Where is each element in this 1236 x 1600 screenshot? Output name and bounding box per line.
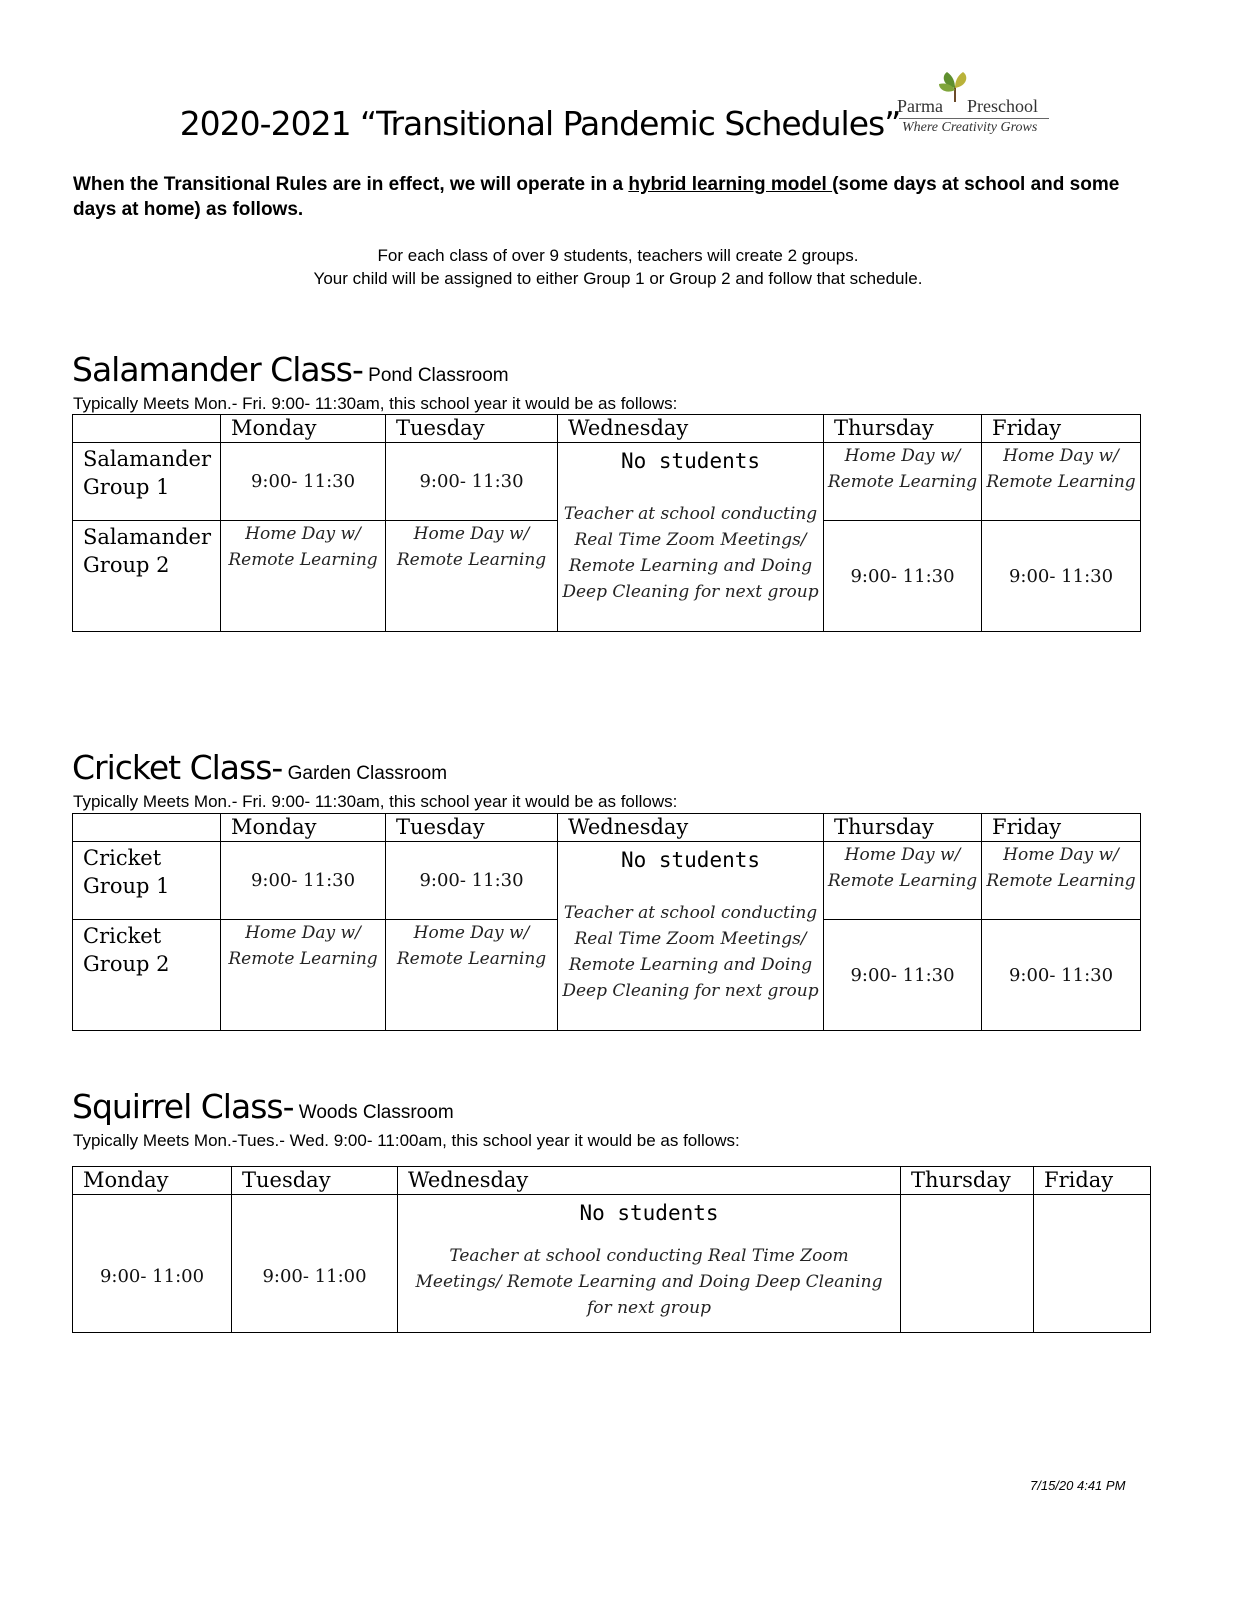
col-header-thursday: Thursday bbox=[824, 415, 982, 443]
group-2-label: Cricket Group 2 bbox=[73, 920, 221, 1031]
friday-empty-cell bbox=[1034, 1195, 1151, 1333]
col-header-monday: Monday bbox=[221, 814, 386, 842]
thu-time: 9:00- 11:30 bbox=[824, 521, 982, 632]
logo-divider bbox=[899, 118, 1049, 119]
col-header-thursday: Thursday bbox=[901, 1167, 1034, 1195]
corner-cell bbox=[73, 814, 221, 842]
group-2-label: Salamander Group 2 bbox=[73, 521, 221, 632]
thu-home-day: Home Day w/ Remote Learning bbox=[824, 443, 982, 521]
cricket-room: Garden Classroom bbox=[282, 763, 448, 784]
salamander-meets: Typically Meets Mon.- Fri. 9:00- 11:30am, this school year it would be as follows: bbox=[73, 394, 678, 413]
note-line-1: For each class of over 9 students, teachers will create 2 groups. bbox=[377, 246, 859, 265]
wednesday-cell bbox=[398, 1195, 901, 1333]
intro-part1: When the Transitional Rules are in effect, we will operate in a bbox=[73, 174, 629, 195]
col-header-friday: Friday bbox=[982, 814, 1141, 842]
cricket-meets: Typically Meets Mon.- Fri. 9:00- 11:30am, this school year it would be as follows: bbox=[73, 792, 678, 811]
squirrel-schedule-table bbox=[72, 1166, 1151, 1333]
wednesday-description: Teacher at school conducting Real Time Zoom Meetings/ Remote Learning and Doing Deep Cleaning for next group bbox=[562, 903, 819, 1001]
table-row bbox=[73, 842, 1141, 920]
cricket-schedule-table bbox=[72, 813, 1141, 1031]
note-line-2: Your child will be assigned to either Group 1 or Group 2 and follow that schedule. bbox=[313, 269, 923, 288]
col-header-friday: Friday bbox=[1034, 1167, 1151, 1195]
page-title: 2020-2021 “Transitional Pandemic Schedules” bbox=[179, 104, 901, 143]
fri-time: 9:00- 11:30 bbox=[982, 521, 1141, 632]
col-header-monday: Monday bbox=[221, 415, 386, 443]
no-students-label: No students bbox=[620, 848, 761, 872]
col-header-tuesday: Tuesday bbox=[232, 1167, 398, 1195]
table-header-row bbox=[73, 415, 1141, 443]
logo-name-right: Preschool bbox=[966, 96, 1038, 116]
thu-time: 9:00- 11:30 bbox=[824, 920, 982, 1031]
tue-time: 9:00- 11:30 bbox=[386, 443, 558, 521]
wednesday-cell bbox=[558, 842, 824, 1031]
col-header-wednesday: Wednesday bbox=[558, 415, 824, 443]
squirrel-heading bbox=[72, 1087, 454, 1126]
group-1-label: Salamander Group 1 bbox=[73, 443, 221, 521]
intro-part2: (some days at school and some days at home) as follows. bbox=[73, 174, 1120, 220]
col-header-friday: Friday bbox=[982, 415, 1141, 443]
tue-time: 9:00- 11:30 bbox=[386, 842, 558, 920]
mon-time: 9:00- 11:30 bbox=[221, 443, 386, 521]
table-row bbox=[73, 443, 1141, 521]
no-students-label: No students bbox=[620, 449, 761, 473]
intro-paragraph bbox=[73, 172, 1163, 222]
group-note bbox=[0, 244, 1236, 290]
thursday-empty-cell bbox=[901, 1195, 1034, 1333]
mon-time: 9:00- 11:00 bbox=[73, 1195, 232, 1333]
tue-home-day: Home Day w/ Remote Learning bbox=[386, 521, 558, 632]
cricket-heading bbox=[72, 748, 447, 787]
hybrid-model-text: hybrid learning model bbox=[628, 174, 833, 195]
cricket-class-name: Cricket Class- bbox=[72, 748, 283, 787]
wednesday-description: Teacher at school conducting Real Time Zoom Meetings/ Remote Learning and Doing Deep Cleaning for next group bbox=[562, 504, 819, 602]
col-header-monday: Monday bbox=[73, 1167, 232, 1195]
table-header-row bbox=[73, 814, 1141, 842]
fri-time: 9:00- 11:30 bbox=[982, 920, 1141, 1031]
tue-time: 9:00- 11:00 bbox=[232, 1195, 398, 1333]
wednesday-description: Teacher at school conducting Real Time Zoom Meetings/ Remote Learning and Doing Deep Cleaning for next group bbox=[415, 1246, 883, 1318]
col-header-tuesday: Tuesday bbox=[386, 415, 558, 443]
fri-home-day: Home Day w/ Remote Learning bbox=[982, 842, 1141, 920]
col-header-thursday: Thursday bbox=[824, 814, 982, 842]
salamander-schedule-table bbox=[72, 414, 1141, 632]
salamander-class-name: Salamander Class- bbox=[72, 350, 363, 389]
corner-cell bbox=[73, 415, 221, 443]
salamander-room: Pond Classroom bbox=[362, 365, 509, 386]
col-header-wednesday: Wednesday bbox=[398, 1167, 901, 1195]
tue-home-day: Home Day w/ Remote Learning bbox=[386, 920, 558, 1031]
mon-home-day: Home Day w/ Remote Learning bbox=[221, 521, 386, 632]
col-header-tuesday: Tuesday bbox=[386, 814, 558, 842]
col-header-wednesday: Wednesday bbox=[558, 814, 824, 842]
parma-preschool-logo bbox=[897, 70, 1057, 140]
print-timestamp: 7/15/20 4:41 PM bbox=[1030, 1478, 1126, 1493]
group-1-label: Cricket Group 1 bbox=[73, 842, 221, 920]
squirrel-meets: Typically Meets Mon.-Tues.- Wed. 9:00- 11:00am, this school year it would be as follows: bbox=[73, 1131, 740, 1150]
table-row bbox=[73, 1195, 1151, 1333]
logo-name-left: Parma bbox=[897, 96, 943, 116]
logo-tagline: Where Creativity Grows bbox=[902, 120, 1038, 135]
salamander-heading bbox=[72, 350, 509, 389]
wednesday-cell bbox=[558, 443, 824, 632]
mon-home-day: Home Day w/ Remote Learning bbox=[221, 920, 386, 1031]
no-students-label: No students bbox=[579, 1201, 719, 1225]
squirrel-room: Woods Classroom bbox=[293, 1102, 454, 1123]
squirrel-class-name: Squirrel Class- bbox=[72, 1087, 294, 1126]
mon-time: 9:00- 11:30 bbox=[221, 842, 386, 920]
thu-home-day: Home Day w/ Remote Learning bbox=[824, 842, 982, 920]
fri-home-day: Home Day w/ Remote Learning bbox=[982, 443, 1141, 521]
table-header-row bbox=[73, 1167, 1151, 1195]
